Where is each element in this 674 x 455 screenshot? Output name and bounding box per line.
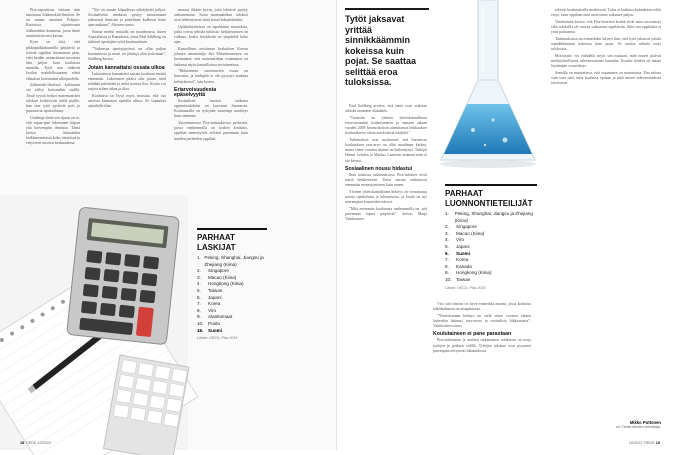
list-item: [197, 295, 267, 302]
box-title: PARHAAT LASKIJAT: [197, 228, 267, 252]
paragraph: Tutkimukset ovat osoittaneet, että Suomessa koulutuksen tasa-arvo on ollut maailman kärkeä, mutta viime vuosina tilanne on heikentynyt. Tutkijat Hannu Lehdon ja Markus Laanisen mukaan näin ei ole käynyt.: [345, 137, 427, 163]
page-number: 18: [20, 441, 25, 445]
author-role: on Tiede-lehden toimittaja.: [616, 425, 661, 429]
list-item: [445, 277, 537, 284]
list-item: [445, 231, 537, 238]
source-note: Lähde: OECD, Pisa 2018: [197, 336, 238, 341]
country-name: Hongkong (Kiina): [456, 270, 492, 276]
paragraph: Vainikainen kertoo, että Pisa-testeissä koulut eivät anna arvosanoja eikä tuloksilla ole suoraa vaikutusta oppilaisiin. Siksi osa oppilaista ei yritä parhaansa.: [551, 19, 661, 35]
country-name: Suomi: [456, 250, 471, 256]
left-page: [0, 0, 337, 450]
list-item: [197, 281, 267, 288]
country-name: Macao (Kiina): [208, 274, 237, 280]
source-note: Lähde: OECD, Pisa 2018: [445, 285, 486, 290]
list-item: [445, 224, 537, 231]
subheading: Koulutaineen ei pane parastaan: [433, 331, 512, 338]
right-column-3: [551, 8, 661, 416]
publication-label: TIEDE 10/2022: [25, 441, 52, 445]
country-name: Taiwan: [456, 276, 471, 282]
page-number: 19: [655, 441, 660, 445]
subheading: Eriarvoisuudesta epäselvyyttä: [174, 86, 217, 98]
country-name: Singapore: [208, 268, 229, 274]
pull-quote: [345, 8, 429, 88]
country-name: Puola: [208, 320, 220, 326]
calculator-photo: [0, 195, 188, 450]
country-name: Korea: [208, 301, 221, 307]
country-name: Japani: [208, 294, 222, 300]
rank-number: 1.: [445, 211, 449, 216]
rank-number: 2.: [445, 224, 449, 230]
list-item: [197, 275, 267, 282]
best-science-box: [445, 184, 537, 290]
paragraph: Ihan kaikissa tutkimuksissa Pisa-tulokset eivät näytä heikkenevän. Tietyt taustat vaikuttavat enemmän menestymiseen kuin ennen.: [345, 172, 427, 188]
paragraph: Samalla on muistettava, että osaaminen on moninaista. Pisa mittaa vain osaa siitä, mitä koulussa opitaan ja mitä nuoret tulevaisuudessa tarvitsevat.: [551, 70, 661, 86]
list-item: [445, 270, 537, 277]
list-item: [197, 308, 267, 315]
left-column-2: [88, 8, 166, 223]
list-item: [197, 288, 267, 295]
country-name: Alankomaat: [208, 314, 233, 320]
best-math-box: [197, 228, 267, 340]
list-item-highlight: [445, 251, 537, 258]
country-name: Hongkong (Kiina): [208, 281, 244, 287]
rank-number: 5.: [197, 287, 201, 293]
right-column-2: [433, 302, 531, 424]
right-footer: [629, 441, 660, 445]
publication-label: 10/2022 TIEDE: [628, 441, 655, 445]
paragraph: ”Tuuttailu on yleinen yhteiskunnallinen eriarvoisuuden lisääntyminen ja samaan aikaan vuoden 2008 finanssikriisin aiheuttamat leikkaukset koulutukseen olivat merkittäviä tekijöitä.”: [345, 115, 427, 136]
list-item: [197, 314, 267, 321]
paragraph: Pisa-mittausten ja muiden tutkimusten tuloksissa on eroja tyttöjen ja poikien välillä. Tyttöjen tulokset ovat pysyneet parempina erityisesti lukutaidossa.: [433, 338, 531, 353]
author-signature: [577, 420, 661, 429]
rank-number: 6.: [197, 294, 201, 300]
country-name: Taiwan: [208, 287, 223, 293]
list-item: [197, 321, 267, 328]
box-title: PARHAAT LUONNONTIETEILIJÄT: [445, 184, 537, 208]
list-item: [197, 255, 267, 268]
rank-number: 10.: [197, 320, 204, 326]
rank-number: 4.: [197, 281, 201, 287]
paragraph: tekevät koulutuksella merkitystä. Tulos ei kaikissa kuitenkaan selitä eroja, vaan oppilaan oma motivaatio ratkaisee paljon.: [551, 8, 661, 18]
paragraph: Pisa-raporttisaa viittaan niin sanottuun Jokkenskiin-ilmiöön. Se on saanut nimensä Pohjois-Ruotsissa sijaitsevasta Jokkmokkin kunnasta, jossa ilmiö tunnistettiin ensi kertaa.: [26, 8, 80, 38]
country-name: Macao (Kiina): [456, 230, 485, 236]
paragraph: Jokkmokk-ilmiössä kulttuurin ote säilyy kotiseudun sisällä. Tästä syystä heikot matemaattiset tulokset keskittyvät siellä pojille, kun taas tytöt pyrkivät pois ja panostavat opintoihinsa.: [26, 83, 80, 113]
subheading: Sosiaalinen nousu hidastui: [345, 165, 413, 172]
rank-number: 6.: [445, 250, 449, 256]
paragraph: maassa tiltään hyvin, jotta tehtäviä pystyy ratkaisemaan. Tosin matematiikan tulokset ovat heikentyneet siinä missä lukutaidonkin.: [174, 8, 248, 23]
paragraph: ”Vaikeassa opettajatyössä on ollut paljon kuormitusta ja moni on jättänyt alan kokonaan”, Sahlberg kertoo.: [88, 47, 166, 62]
country-name: Japani: [456, 243, 470, 249]
rank-number: 3.: [197, 274, 201, 280]
paragraph: Kouluissa on hyvä myös muistaa, että osa asioista kannattaa opetella ulkoa. Se vapauttaa ajattelulle tilaa.: [88, 93, 166, 109]
left-column-3: [174, 8, 248, 218]
rank-number: 7.: [445, 257, 449, 263]
rank-number: 4.: [445, 237, 449, 243]
list-item-highlight: [197, 328, 267, 335]
country-name: Peking, Shanghai, Jiangsu ja Zhejiang (Kiina): [454, 211, 533, 223]
rank-number: 8.: [197, 307, 201, 313]
rank-number: 8.: [445, 263, 449, 269]
paragraph: ”Mitä enemmän koulutusta vanhemmilla on, sitä paremmin lapset pärjäävät”, kertoo Marja Vainikainen.: [345, 206, 427, 222]
paragraph: Paul Sahlberg arvelee, että tämä voisi osaltaan selittää maamme alamäkeä.: [345, 104, 427, 114]
paragraph: Tutkimuksissa on esimerkiksi käynyt ilmi, että tytöt jaksavat yrittää sinnikkäämmin kokeissa kuin pojat. Se saattaa selittää eroja tuloksissa.: [551, 36, 661, 52]
list-item: [445, 237, 537, 244]
rank-number: 5.: [445, 243, 449, 249]
paragraph: Lukutaitoon kannattaisi satsata koulussa entistä enemmän. Lukemisen pitäisi olla jotain, mitä tehdään päivittäin ja mikä tuottaa iloa. Koulu voi tarjota siihen aikaa ja tilaa.: [88, 71, 166, 92]
left-footer: [20, 441, 51, 445]
list-item: [445, 244, 537, 251]
list-item: [445, 264, 537, 271]
country-name: Viro: [456, 237, 465, 243]
paragraph: ”Nyt on muuta kilpailevaa viihdykettä paljon. Sosiaalisesta mediasta pystyy tutustumaan jatkuvasti ihmisiin ja puhelimet kulkevat koko ajan mukana”, Ahonen sanoo.: [88, 8, 166, 28]
pull-quote-text: Tytöt jaksavat yrittää sinnikkäämmin kokeissa kuin pojat. Se saattaa selittää eroa tuloksissa.: [345, 14, 417, 87]
flask-illustration: [433, 0, 543, 176]
rank-number: 3.: [445, 230, 449, 236]
country-name: Viro: [208, 307, 217, 313]
paragraph: ”Heikommin suoriutuvien osuus on kasvanut, ja kärkipää ei ole pysynyt mukana kehityksessä”, hän kertoo.: [174, 69, 248, 84]
country-name: Suomi: [208, 327, 223, 333]
rank-number: 2.: [197, 268, 201, 274]
rank-number: 16.: [197, 327, 204, 333]
quote-rule: [345, 8, 429, 10]
subheading: Jotain kannattaisi ossata ulkoa: [88, 64, 165, 71]
right-column-1: [345, 104, 427, 416]
rank-number: 9.: [445, 270, 449, 276]
calculator-illustration: [0, 195, 188, 450]
paragraph: Kansallisen arvioinnin keskuksen Karvin johtava asiantuntija Jari Metsämuuronen on huomannut, että matematiikan osaaminen on laskenut myös kansallisissa arvioinneissa.: [174, 47, 248, 67]
rank-number: 1.: [197, 255, 201, 260]
paragraph: ”Yhteiskunnan kehitys on vielä viime vuosien aikana kuitenkin lisännyt tasa-arvoa ja sosiaalista liikkuvuutta”, Vainikainen sanoo.: [433, 313, 531, 329]
rank-number: 7.: [197, 301, 201, 307]
left-column-1: [26, 8, 80, 146]
list-item: [445, 211, 537, 224]
list-item: [197, 268, 267, 275]
country-name: Kanada: [456, 263, 472, 269]
paragraph: Kyse on siitä, että pikkupaikkakunnilla pärjääviä ja terävät oppilaat huomaavat pian, ettei heidän osaamistaan arvosteta niin paljon kuin kouluissa muualla. Tytöt taas näkevät koulun mahdollisuutena edetä elämässä kotiseudun ulkopuolella.: [26, 40, 80, 81]
author-name: Mikko Puttonen: [629, 420, 661, 425]
paragraph: Opiskelutaitoissa on tapahtunut muutoksia, jotka voivat selittää tuloksia: keskittyminen on vaikeaa, koska ärsykkeitä on ympärillä koko ajan.: [174, 24, 248, 45]
list-item: [445, 257, 537, 264]
country-name: Korea: [456, 257, 469, 263]
paragraph: Uudempi ilmiö sen sijaan on se, että vapaa-ajan lukeminen hiipuu yhä harvempiin ihmisiin. Tämä kertoo lukutaidon heikkenemisestä koko väestössä ja erityisesti nuorten keskuudessa.: [26, 115, 80, 146]
flask-photo: [433, 0, 543, 176]
paragraph: Tuoreimmassa Pisa-mittauksessa perheistä, joissa vanhemmilla on korkea koulutus, oppilaat menestyivät selvästi paremmin kuin muiden perheiden oppilaat.: [174, 121, 248, 141]
ranking-list: [197, 255, 267, 334]
paragraph: Viro sitä vastoin on hyvä esimerkki maasta, jossa koulutus näkökulmasta on tasapainossa.: [433, 302, 531, 312]
country-name: Peking, Shanghai, Jiangsu ja Zhejiang (Kiina): [204, 255, 264, 267]
list-item: [197, 301, 267, 308]
paragraph: Sosiaalisen taustan vaikutus oppimistuloksiin on kasvanut Suomessa. Kotitaustalla on nykyään suurempi merkitys kuin aiemmin.: [174, 99, 248, 119]
country-name: Singapore: [456, 224, 477, 230]
rank-number: 10.: [445, 276, 452, 282]
paragraph: Motivaatio voi vaihdella myös sen mukaan, mitä nuoret pitävät merkityksellisenä tulevaisuutensa kannalta. Koulun tehtävä on auttaa löytämään se merkitys.: [551, 53, 661, 69]
paragraph: Samaa mieltä muualla on maailmassa, kuten Australiassa ja Kanadassa, jossa Paul Sahlberg on tutkinut opettajien työtä kuukausittain.: [88, 30, 166, 45]
paragraph: Yleinen yhteiskunnallinen kehitys on vieroittanut nuoria opiskelusta ja lukemisesta, ja koulu on nyt suurempien haasteiden edessä.: [345, 189, 427, 205]
right-page: [337, 0, 674, 450]
ranking-list: [445, 211, 537, 284]
rank-number: 9.: [197, 314, 201, 320]
